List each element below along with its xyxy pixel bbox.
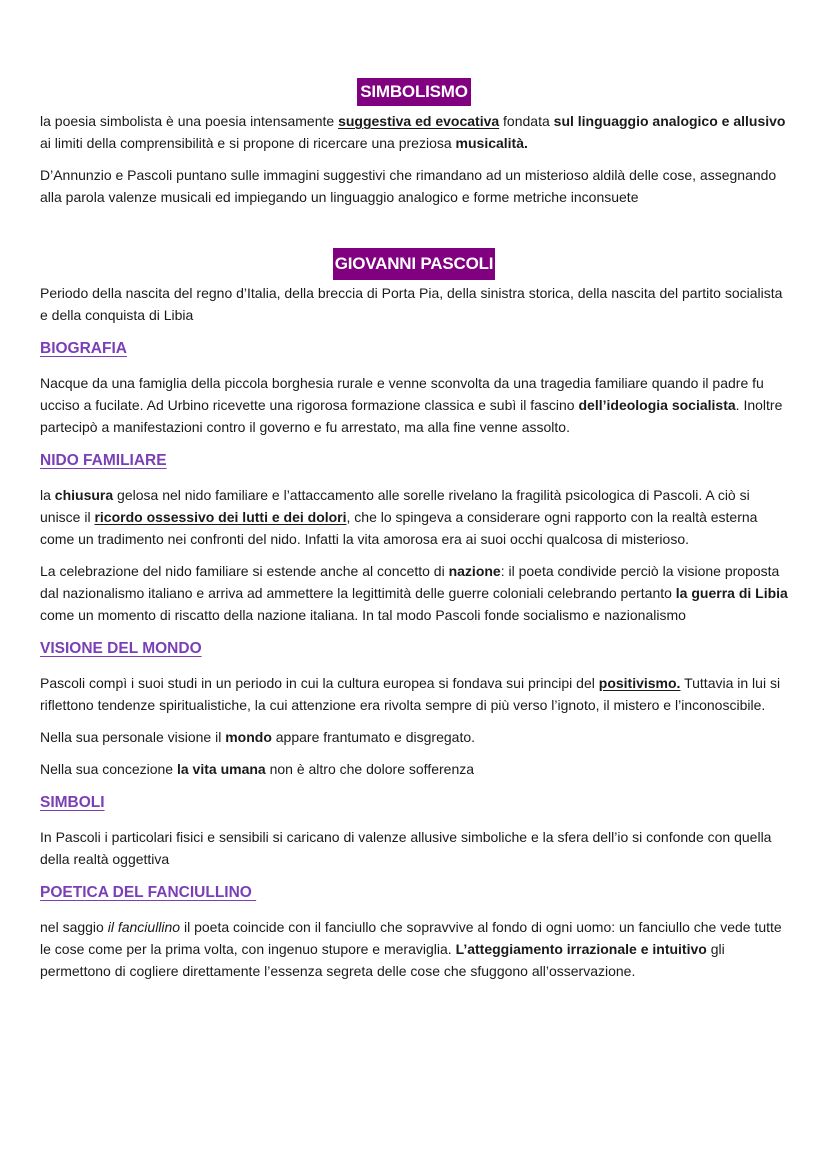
paragraph-biografia [40,372,788,438]
paragraph-poetica [40,916,788,982]
paragraph-nido-1 [40,484,788,550]
paragraph-simbolismo-definition [40,110,788,154]
paragraph-periodo: Periodo della nascita del regno d’Italia, della breccia di Porta Pia, della sinistra storica, della nascita del partito socialista e della conquista di Libia [40,285,783,323]
paragraph-visione-3 [40,758,788,780]
emphasis-guerra-libia: la guerra di Libia [675,585,788,601]
emphasis-atteggiamento: L’atteggiamento irrazionale e intuitivo [455,941,707,957]
text-run: , che lo spingeva a considerare ogni rapporto con la realtà esterna come un tradimento nei confronti del nido. Infatti la vita amorosa era ai suoi occhi qualcosa di misterioso. [40,509,758,547]
text-run: La celebrazione del nido familiare si estende anche al concetto di [40,563,449,579]
emphasis-ideologia: dell’ideologia socialista [578,397,736,413]
paragraph-visione-1 [40,672,788,716]
text-run: nel saggio [40,919,108,935]
heading-biografia: BIOGRAFIA [40,340,127,357]
title-giovanni-pascoli: GIOVANNI PASCOLI [333,248,496,280]
emphasis-il-fanciullino: il fanciullino [107,919,181,935]
heading-simboli: SIMBOLI [40,794,105,811]
title-simbolismo-wrap [40,78,788,110]
emphasis-linguaggio: sul linguaggio analogico e allusivo [553,113,786,129]
emphasis-musicalita: musicalità. [455,135,528,151]
heading-poetica-fanciullino: POETICA DEL FANCIULLINO [40,884,257,901]
emphasis-chiusura: chiusura [54,487,114,503]
text-run: la [40,487,55,503]
emphasis-mondo: mondo [225,729,272,745]
text-run: gli permettono di cogliere direttamente l’essenza segreta delle cose che sfuggono all’osservazione. [40,941,725,979]
emphasis-vita-umana: la vita umana [176,761,266,777]
text-run: . Inoltre partecipò a manifestazioni contro il governo e fu arrestato, ma alla fine venne assolto. [40,397,783,435]
text-run: Pascoli compì i suoi studi in un periodo in cui la cultura europea si fondava sui principi del [40,675,599,691]
emphasis-suggestiva: suggestiva ed evocativa [338,113,500,129]
text-run: il poeta coincide con il fanciullo che sopravvive al fondo di ogni uomo: un fanciullo che vede tutte le cose come per la prima volta, con ingenuo stupore e meraviglia. [40,919,782,957]
emphasis-ricordo: ricordo ossessivo dei lutti e dei dolori [94,509,347,525]
emphasis-nazione: nazione [448,563,501,579]
text-run: gelosa nel nido familiare e l’attaccamento alle sorelle rivelano la fragilità psicologica di Pascoli. A ciò si unisce il [40,487,750,525]
paragraph-visione-2 [40,726,788,748]
text-run: fondata [499,113,554,129]
text-run: ai limiti della comprensibilità e si propone di ricercare una preziosa [40,135,456,151]
text-run: Tuttavia in lui si riflettono tendenze spiritualistiche, la cui attenzione era rivolta sempre di più verso l’ignoto, il mistero e l’inconoscibile. [40,675,781,713]
text-run: la poesia simbolista è una poesia intensamente [40,113,339,129]
text-run: : il poeta condivide perciò la visione proposta dal nazionalismo italiano e arriva ad ammettere la legittimità delle guerre coloniali celebrando pertanto [40,563,780,601]
heading-nido-familiare: NIDO FAMILIARE [40,452,167,469]
paragraph-nido-2 [40,560,788,626]
text-run: appare frantumato e disgregato. [271,729,476,745]
title-pascoli-wrap [40,248,788,280]
paragraph-simboli: In Pascoli i particolari fisici e sensibili si caricano di valenze allusive simboliche e la sfera dell’io si confonde con quella della realtà oggettiva [40,829,772,867]
heading-visione-mondo: VISIONE DEL MONDO [40,640,202,657]
emphasis-positivismo: positivismo. [598,675,681,691]
text-run: come un momento di riscatto della nazione italiana. In tal modo Pascoli fonde socialismo e nazionalismo [40,607,686,623]
paragraph-dannunzio-pascoli: D’Annunzio e Pascoli puntano sulle immagini suggestivi che rimandano ad un misterioso aldilà delle cose, assegnando alla parola valenze musicali ed impiegando un linguaggio analogico e forme metriche inconsuete [40,167,777,205]
text-run: Nella sua personale visione il [40,729,226,745]
text-run: Nacque da una famiglia della piccola borghesia rurale e venne sconvolta da una tragedia familiare quando il padre fu ucciso a fucilate. Ad Urbino ricevette una rigorosa formazione classica e subì il fascino [40,375,764,413]
text-run: non è altro che dolore sofferenza [265,761,475,777]
text-run: Nella sua concezione [40,761,177,777]
title-simbolismo: SIMBOLISMO [357,78,471,106]
